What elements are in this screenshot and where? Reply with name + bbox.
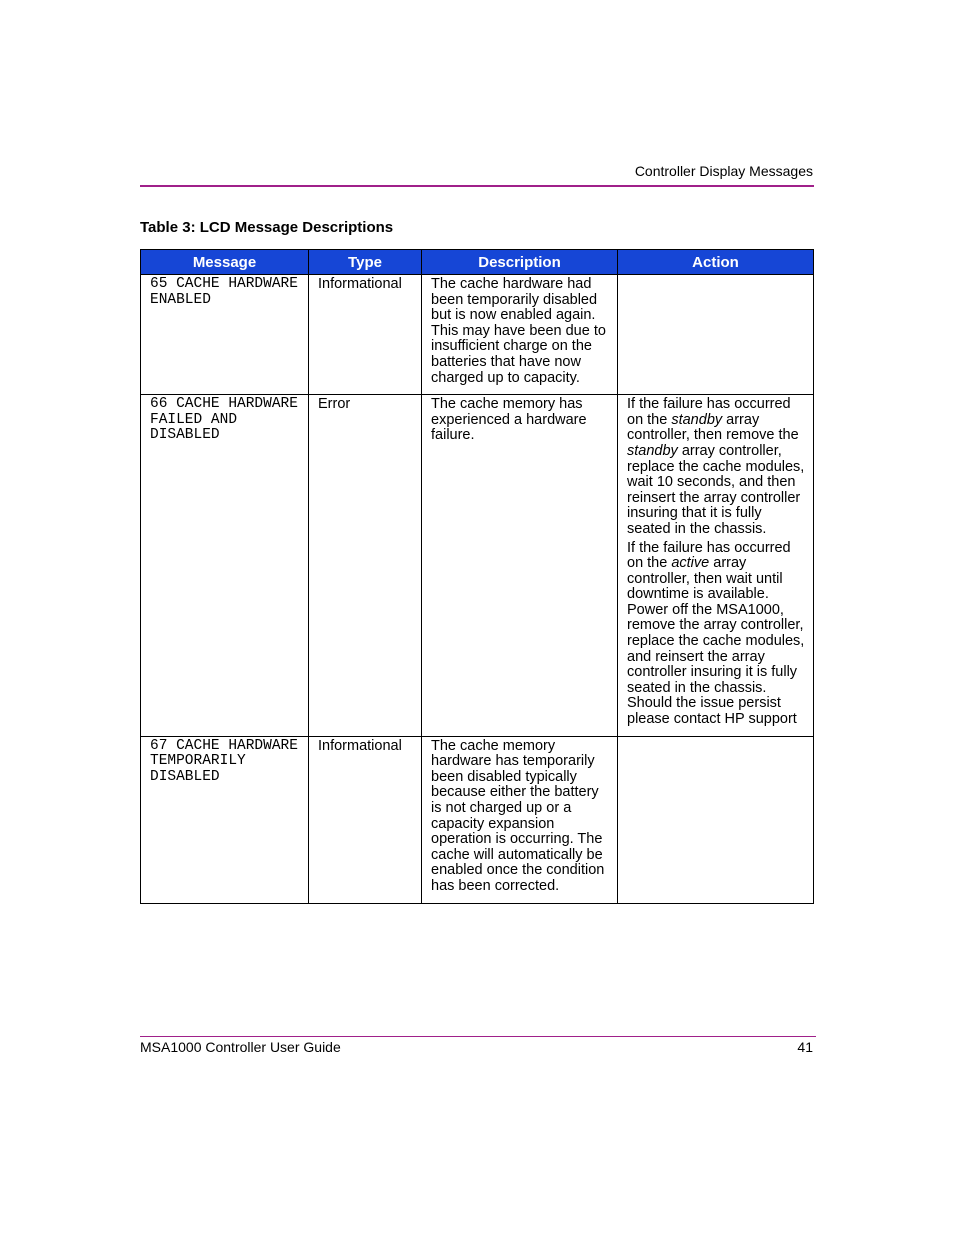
message-cell: 67 CACHE HARDWARE TEMPORARILY DISABLED <box>141 736 309 903</box>
action-paragraph-standby: If the failure has occurred on the standby array controller, then remove the standby array controller, replace the cache modules, wait 10 seconds, and then reinsert the array controller insuring that it is fully seated in the chassis. <box>627 396 805 537</box>
emphasis-standby: standby <box>671 411 723 428</box>
page-number: 41 <box>797 1039 813 1055</box>
table-caption: Table 3: LCD Message Descriptions <box>140 219 394 236</box>
header-divider <box>140 185 814 187</box>
emphasis-active: active <box>671 555 710 572</box>
table-header-row <box>141 250 814 275</box>
description-cell: The cache memory has experienced a hardware failure. <box>422 395 618 736</box>
action-paragraph-active: If the failure has occurred on the active array controller, then wait until downtime is available. Power off the MSA1000, remove the array controller, replace the cache modules, and reinsert the array controller insuring it is fully seated in the chassis. Should the issue persist please contact HP support <box>627 539 805 728</box>
column-header-type: Type <box>309 250 422 275</box>
footer-guide-title: MSA1000 Controller User Guide <box>140 1039 341 1055</box>
column-header-action: Action <box>618 250 814 275</box>
description-cell: The cache hardware had been temporarily disabled but is now enabled again. This may have been due to insufficient charge on the batteries that have now charged up to capacity. <box>422 275 618 395</box>
footer-divider <box>140 1036 816 1037</box>
column-header-description: Description <box>422 250 618 275</box>
action-cell <box>618 736 814 903</box>
column-header-message: Message <box>141 250 309 275</box>
description-cell: The cache memory hardware has temporarily been disabled typically because either the battery is not charged up or a capacity expansion operation is occurring. The cache will automatically be enabled once the condition has been corrected. <box>422 736 618 903</box>
action-cell <box>618 275 814 395</box>
emphasis-standby: standby <box>627 442 678 459</box>
action-cell <box>618 395 814 736</box>
message-cell: 66 CACHE HARDWARE FAILED AND DISABLED <box>141 395 309 736</box>
type-cell: Error <box>309 395 422 736</box>
table-row <box>141 736 814 903</box>
running-header: Controller Display Messages <box>634 163 813 179</box>
type-cell: Informational <box>309 736 422 903</box>
type-cell: Informational <box>309 275 422 395</box>
table-row <box>141 275 814 395</box>
table-row <box>141 395 814 736</box>
message-cell: 65 CACHE HARDWARE ENABLED <box>141 275 309 395</box>
lcd-message-table <box>140 249 814 904</box>
